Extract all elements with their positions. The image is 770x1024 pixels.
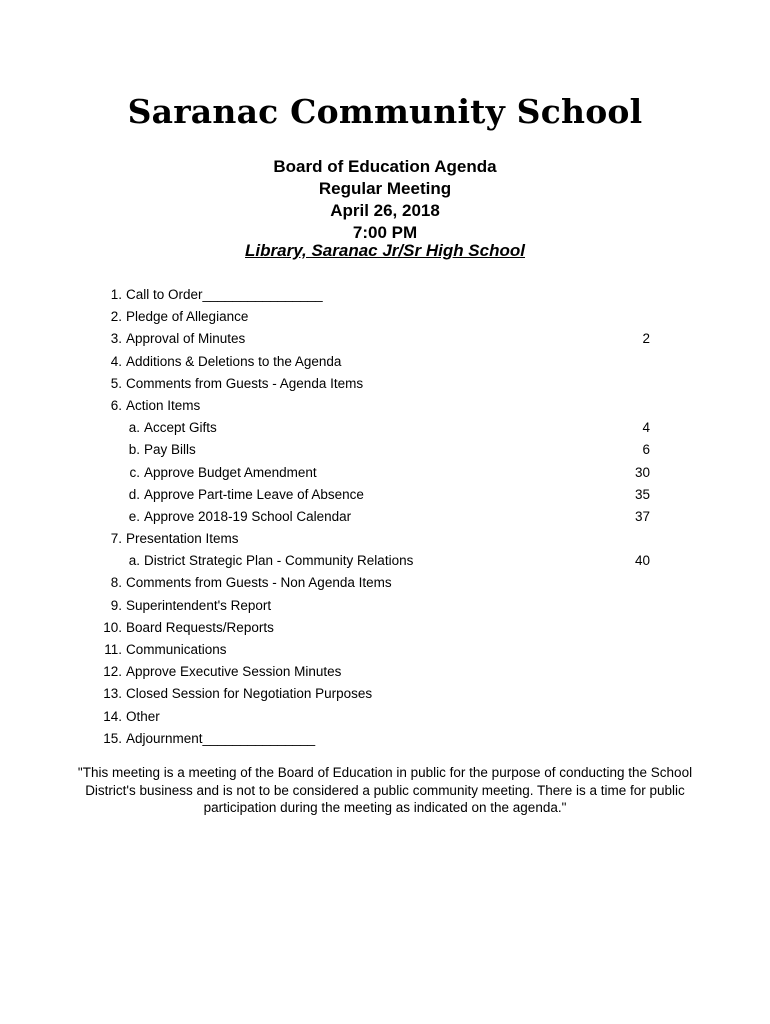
- agenda-item: [0, 506, 770, 528]
- meeting-time: 7:00 PM: [352, 223, 418, 242]
- agenda-list: [0, 284, 770, 750]
- agenda-item-label: Board Requests/Reports: [126, 619, 274, 635]
- agenda-item-page: 6: [642, 442, 650, 458]
- public-notice: "This meeting is a meeting of the Board of Education in public for the purpose of conducting the School District's business and is not to be considered a public community meeting. There is a time for public participation during the meeting as indicated on the agenda.": [77, 765, 693, 815]
- agenda-item-label: Comments from Guests - Non Agenda Items: [126, 575, 392, 591]
- agenda-item-label: Superintendent's Report: [126, 597, 272, 613]
- agenda-item-label: Approve 2018-19 School Calendar: [144, 508, 352, 524]
- agenda-item-number: 8.: [110, 575, 122, 591]
- agenda-item-label: Approval of Minutes: [126, 331, 246, 347]
- agenda-item-label: Pledge of Allegiance: [126, 309, 249, 325]
- agenda-item-number: a.: [128, 553, 140, 569]
- agenda-item-label: Action Items: [126, 397, 201, 413]
- agenda-item: [0, 284, 770, 306]
- agenda-item-page: 37: [634, 508, 650, 524]
- agenda-item: [0, 550, 770, 572]
- agenda-item-label: Adjournment_______________: [126, 730, 316, 746]
- agenda-item-label: Approve Executive Session Minutes: [126, 664, 342, 680]
- agenda-item-number: 10.: [103, 619, 122, 635]
- agenda-item-number: b.: [128, 442, 140, 458]
- agenda-item-number: e.: [128, 508, 140, 524]
- agenda-item-label: Other: [126, 708, 160, 724]
- meeting-date: April 26, 2018: [330, 201, 440, 220]
- agenda-item-label: Pay Bills: [144, 442, 196, 458]
- agenda-item-label: District Strategic Plan - Community Relations: [144, 553, 414, 569]
- agenda-item-label: Closed Session for Negotiation Purposes: [126, 686, 373, 702]
- agenda-item-number: d.: [128, 486, 140, 502]
- agenda-item: [0, 661, 770, 683]
- meeting-type: Regular Meeting: [318, 179, 452, 198]
- agenda-item-label: Additions & Deletions to the Agenda: [126, 353, 342, 369]
- agenda-item-page: 35: [634, 486, 650, 502]
- agenda-item-number: 11.: [104, 642, 122, 657]
- agenda-item: [0, 617, 770, 639]
- agenda-item: [0, 306, 770, 328]
- agenda-item: [0, 683, 770, 705]
- agenda-item: [0, 484, 770, 506]
- agenda-item-number: a.: [128, 420, 140, 436]
- meeting-location: Library, Saranac Jr/Sr High School: [245, 241, 525, 260]
- agenda-item-label: Presentation Items: [126, 531, 239, 547]
- agenda-item-page: 4: [642, 420, 650, 436]
- agenda-item-number: 1.: [110, 287, 122, 302]
- agenda-item: [0, 417, 770, 439]
- agenda-item-number: 15.: [103, 730, 122, 746]
- agenda-item-number: 4.: [110, 353, 122, 369]
- agenda-item: [0, 373, 770, 395]
- agenda-item: [0, 528, 770, 550]
- agenda-item-number: 2.: [110, 309, 122, 325]
- agenda-item-number: 6.: [110, 397, 122, 413]
- agenda-item-page: 30: [634, 464, 650, 480]
- agenda-item: [0, 328, 770, 350]
- agenda-item-label: Approve Part-time Leave of Absence: [144, 486, 364, 502]
- agenda-item: [0, 462, 770, 484]
- agenda-item: [0, 395, 770, 417]
- agenda-item: [0, 572, 770, 594]
- agenda-item-label: Comments from Guests - Agenda Items: [126, 375, 364, 391]
- agenda-heading: Board of Education Agenda: [273, 157, 497, 176]
- agenda-item: [0, 595, 770, 617]
- agenda-item-label: Communications: [126, 642, 227, 657]
- agenda-item-number: 13.: [103, 686, 122, 702]
- agenda-item-number: 9.: [110, 597, 122, 613]
- agenda-item-page: 40: [634, 553, 650, 569]
- agenda-item: [0, 639, 770, 661]
- agenda-item: [0, 351, 770, 373]
- agenda-item-number: 5.: [110, 375, 122, 391]
- agenda-item-label: Accept Gifts: [144, 420, 217, 436]
- agenda-item: [0, 706, 770, 728]
- agenda-item: [0, 728, 770, 750]
- agenda-item-number: 14.: [103, 708, 122, 724]
- agenda-item-number: 3.: [110, 331, 122, 347]
- agenda-item-number: 7.: [110, 531, 122, 547]
- school-title: Saranac Community School: [127, 92, 643, 131]
- agenda-item-label: Approve Budget Amendment: [144, 464, 317, 480]
- agenda-item-number: 12.: [103, 664, 122, 680]
- agenda-item-page: 2: [642, 331, 650, 347]
- agenda-item-label: Call to Order________________: [126, 287, 323, 302]
- agenda-item-number: c.: [129, 464, 140, 480]
- agenda-item: [0, 439, 770, 461]
